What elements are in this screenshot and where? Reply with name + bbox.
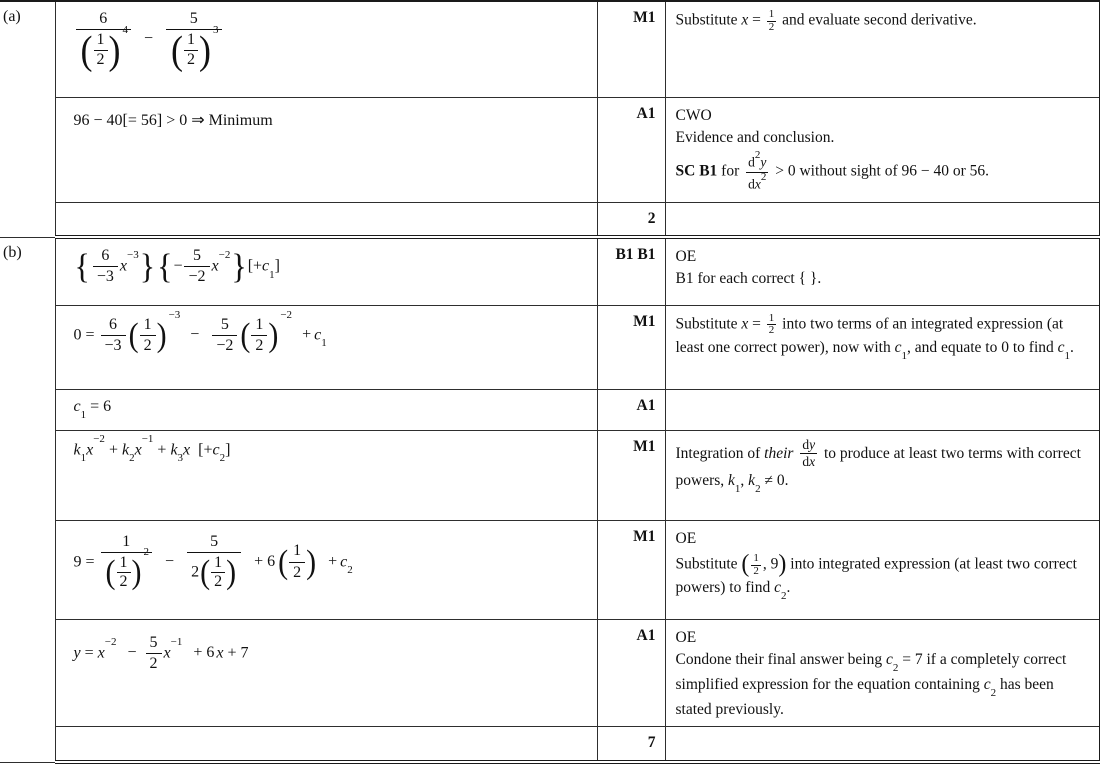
work-cell-a1: 6 ( $\frac{1}{2}$ ) $^4$ − 5 ( $\frac{1}{2}$ ) $^3$ xyxy=(55,1,597,97)
part-b-total-marks: 7 xyxy=(597,726,665,762)
work-cell-b4: $k_1x^{-2} + k_2x^{-1} + k_3x$ $[+c_2]$ xyxy=(55,430,597,520)
note-cell-a1: Substitute x = $\frac{1}{2}$ and evaluate second derivative. xyxy=(665,1,1100,97)
note-cell-b-total xyxy=(665,726,1100,762)
brace-icon: } xyxy=(139,246,156,287)
mark-cell-b5: M1 xyxy=(597,520,665,619)
mark-cell-b3: A1 xyxy=(597,389,665,430)
mark-cell-b6: A1 xyxy=(597,619,665,726)
inline-fraction: $\frac{1}{2}$ xyxy=(768,311,775,337)
note-cell-b5: OE Substitute ( $\frac{1}{2}$ , 9) into integrated expression (at least two correct powers) to find $c_2$. xyxy=(665,520,1100,619)
work-cell-a2: 96 − 40[= 56] > 0 ⇒ Minimum xyxy=(55,97,597,202)
brace-icon: { xyxy=(74,246,90,287)
work-cell-b5: 9 = 1 ( $\frac{1}{2}$ )$^2$ − 5 2( $\frac{1}{2}$ ) + 6 ( $\frac{1}{2}$ ) + $c_2$ xyxy=(55,520,597,619)
fraction-a1-left: 6 ( $\frac{1}{2}$ ) $^4$ xyxy=(76,10,132,69)
paren-icon: ( xyxy=(128,316,139,354)
inline-fraction: $\frac{1}{2}$ xyxy=(768,8,775,33)
part-a-label: (a) xyxy=(0,1,55,237)
paren-icon: ) xyxy=(131,554,142,592)
paren-icon: ( xyxy=(105,554,116,592)
note-cell-b3 xyxy=(665,389,1100,430)
fraction-a1-right: 5 ( $\frac{1}{2}$ ) $^3$ xyxy=(166,10,222,69)
work-cell-b-total xyxy=(55,726,597,762)
paren-icon: ) xyxy=(306,543,317,581)
work-cell-b6: $y = x^{-2}$ − $\frac{5}{2}$ $x^{-1} + 6$ x + 7 xyxy=(55,619,597,726)
brace-icon: } xyxy=(231,246,247,287)
brace-icon: { xyxy=(157,246,173,287)
mark-cell-b1: B1 B1 xyxy=(597,237,665,305)
second-derivative-fraction: $\frac{d^2y}{dx^2}$ xyxy=(748,149,767,192)
paren-icon: ( xyxy=(278,543,289,581)
work-cell-b2: 0 = $\frac{6}{-3}$ ( $\frac{1}{2}$ )$^{-3}$ − $\frac{5}{-2}$ ( $\frac{1}{2}$ )$^{-2} + c_1$ xyxy=(55,305,597,389)
note-cell-b1: OE B1 for each correct { }. xyxy=(665,237,1100,305)
part-b-label: (b) xyxy=(0,237,55,762)
paren-icon: ) xyxy=(226,554,237,592)
fraction-b5-2: 5 2( $\frac{1}{2}$ ) xyxy=(187,533,241,592)
condone-line: Condone their final answer being $c_2 = 7$ if a completely correct simplified expression for the equation containing $c_2$ has been stated previously. xyxy=(675,650,1067,719)
inline-fraction: $\frac{1}{2}$ xyxy=(753,551,759,577)
mark-cell-b2: M1 xyxy=(597,305,665,389)
work-cell-b1: { $\frac{6}{-3}$ $x^{-3}\}\{-$ $\frac{5}{-2}$ $x^{-2}\}[+c_1]$ xyxy=(55,237,597,305)
mark-cell-a1: M1 xyxy=(597,1,665,97)
mark-cell-a2: A1 xyxy=(597,97,665,202)
paren-icon: ) xyxy=(108,27,121,73)
paren-icon: ( xyxy=(240,316,251,354)
paren-icon: ) xyxy=(778,550,787,578)
paren-icon: ) xyxy=(156,316,167,354)
paren-icon: ( xyxy=(200,554,211,592)
paren-icon: ( xyxy=(171,27,184,73)
fraction-b5-1: 1 ( $\frac{1}{2}$ )$^2$ xyxy=(101,533,153,592)
note-cell-a2: CWO Evidence and conclusion. SC B1 for $\frac{d^2y}{dx^2}$ > 0 without sight of 96 − 40 or 56. xyxy=(665,97,1100,202)
mark-cell-b4: M1 xyxy=(597,430,665,520)
sc-note-line: SC B1 for $\frac{d^2y}{dx^2}$ > 0 without sight of 96 − 40 or 56. xyxy=(675,149,990,192)
work-cell-a-total xyxy=(55,202,597,237)
note-cell-b2: Substitute x = $\frac{1}{2}$ into two terms of an integrated expression (at least one correct power), now with $c_1$, and equate to 0 to find $c_1$. xyxy=(665,305,1100,389)
paren-icon: ( xyxy=(80,27,93,73)
paren-icon: ) xyxy=(199,27,212,73)
note-cell-a-total xyxy=(665,202,1100,237)
substitute-line: Substitute ( $\frac{1}{2}$ , 9) into integrated expression (at least two correct powers) to find $c_2$. xyxy=(675,550,1077,603)
paren-icon: ( xyxy=(741,550,750,578)
note-cell-b4: Integration of their $\frac{dy}{dx}$ to produce at least two terms with correct powers, $k_1$, $k_2 \ne 0$. xyxy=(665,430,1100,520)
note-cell-b6: OE Condone their final answer being $c_2 = 7$ if a completely correct simplified expression for the equation containing $c_2$ has been stated previously. xyxy=(665,619,1100,726)
work-cell-b3: $c_1 = 6$ xyxy=(55,389,597,430)
dy-dx-fraction: $\frac{dy}{dx}$ xyxy=(802,436,816,470)
part-a-total-marks: 2 xyxy=(597,202,665,237)
paren-icon: ) xyxy=(268,316,279,354)
